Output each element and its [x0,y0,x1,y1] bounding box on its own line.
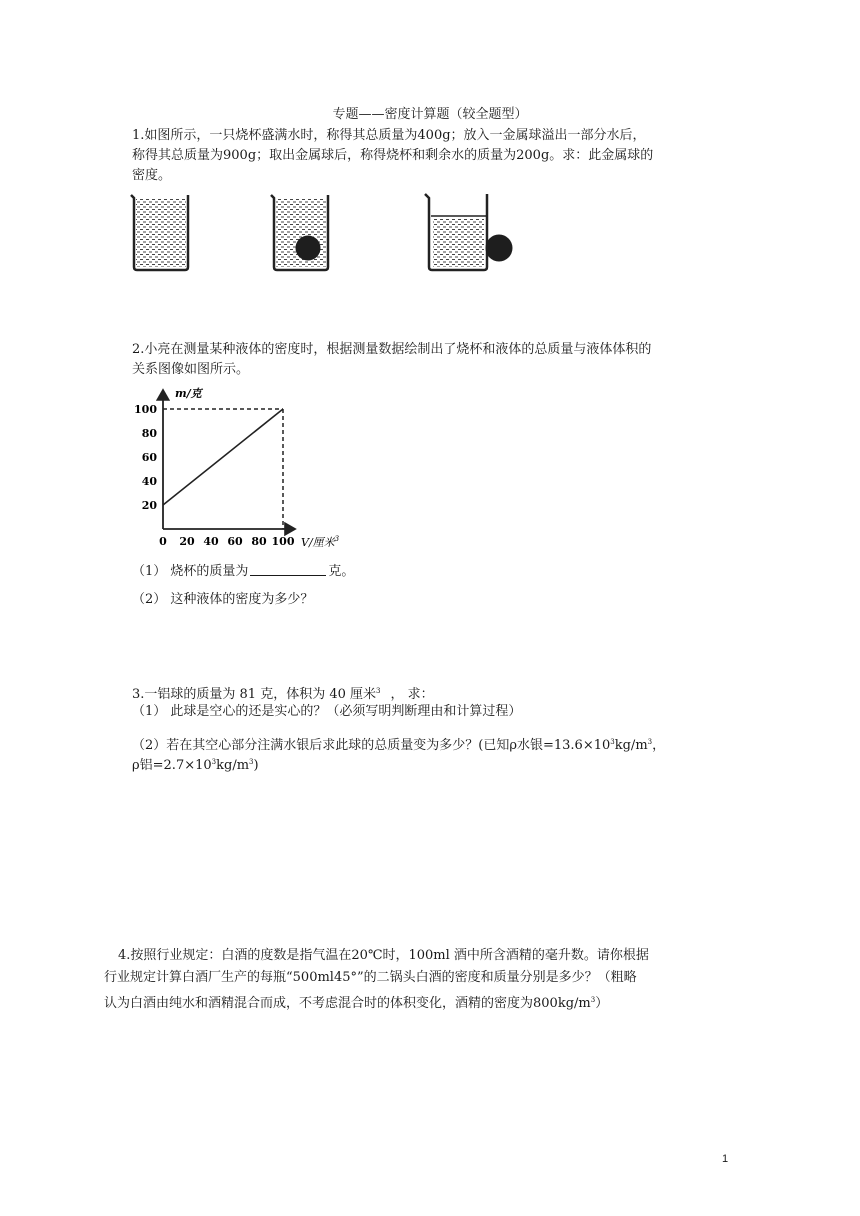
x-axis-label: V/厘米$^3$ [301,535,340,549]
q3-sub-question-1: （1） 此球是空心的还是实心的？（必须写明判断理由和计算过程） [132,704,522,719]
q1-text-line-1: 1.如图所示，一只烧杯盛满水时，称得其总质量为400g；放入一金属球溢出一部分水后， [132,128,646,143]
q2-text-line-1: 2.小亮在测量某种液体的密度时，根据测量数据绘制出了烧杯和液体的总质量与液体体积的 [132,342,652,357]
y-tick-label: 60 [141,451,157,464]
y-tick-label: 40 [141,475,157,488]
x-tick-label: 40 [203,535,219,548]
q1-text-line-3: 密度。 [132,168,172,183]
q2-sub-question-2: （2） 这种液体的密度为多少？ [132,592,314,607]
y-tick-label: 80 [141,427,157,440]
q4-text-line-1: 4.按照行业规定：白酒的度数是指气温在20℃时，100ml 酒中所含酒精的毫升数。请你根据 [118,948,649,963]
answer-blank[interactable] [250,563,326,576]
q4-text-line-3: 认为白酒由纯水和酒精混合而成，不考虑混合时的体积变化，酒精的密度为$800kg/m^3$） [104,996,609,1011]
beaker-full-icon [131,195,188,270]
q4-text-line-2: 行业规定计算白酒厂生产的每瓶“500ml45°”的二锅头白酒的密度和质量分别是多少？（粗略 [104,970,637,985]
x-tick-label: 20 [179,535,195,548]
y-tick-label: 20 [141,499,157,512]
mass-volume-chart [125,380,365,560]
series-line-0 [163,409,283,505]
y-tick-label: 100 [134,403,157,416]
x-tick-label: 60 [227,535,243,548]
beaker-with-ball-icon [271,195,328,270]
x-tick-label: 80 [251,535,267,548]
x-tick-label: 100 [271,535,295,548]
q2-sub-question-1: （1） 烧杯的质量为 克。 [132,564,355,579]
q3-text-line-1: 3.一铝球的质量为 81 克，体积为 40 厘米$^3$ ， 求： [132,687,434,702]
page-title: 专题——密度计算题（较全题型） [332,107,528,122]
page-number: 1 [722,1153,729,1165]
q1-text-line-2: 称得其总质量为900g；取出金属球后，称得烧杯和剩余水的质量为200g。求：此金属球的 [132,148,654,163]
q2-text-line-2: 关系图像如图所示。 [132,362,250,377]
q3-sub-question-2-line-2: ρ铝$=2.7\times 10^3kg/m^3$) [132,758,259,773]
beaker-partial-icon [425,194,513,270]
y-axis-label: m/克 [175,387,202,400]
x-tick-label: 0 [159,535,167,548]
q3-sub-question-2-line-1: （2）若在其空心部分注满水银后求此球的总质量变为多少？(已知ρ水银$=13.6\times 10^3kg/m^3$， [132,738,666,753]
beaker-figures [125,190,545,272]
